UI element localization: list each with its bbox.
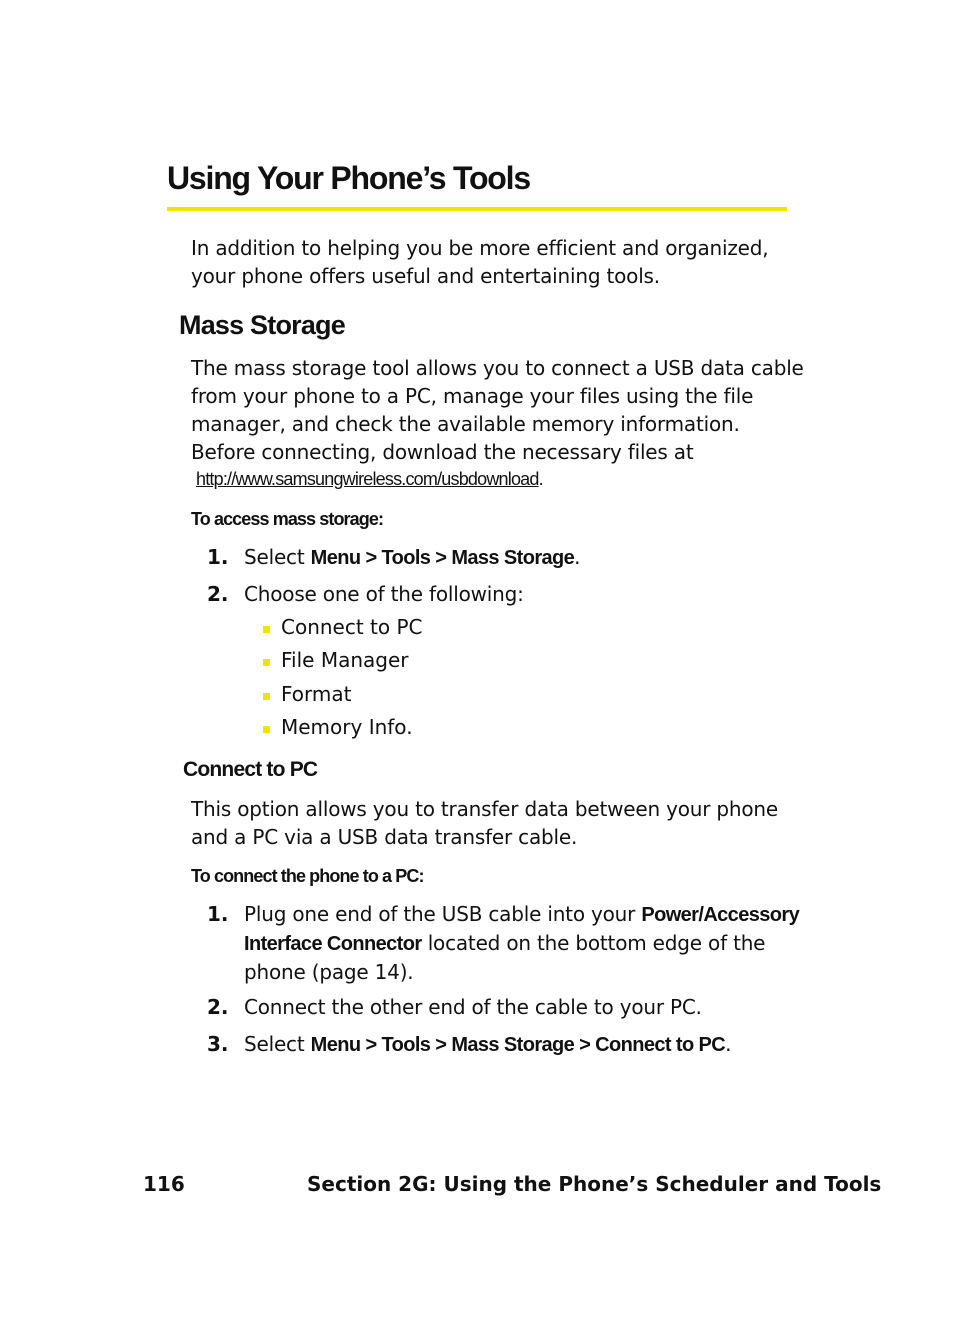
bullet-icon <box>263 626 270 633</box>
procedure-title-connect: To connect the phone to a PC: <box>191 866 424 886</box>
bullet-icon <box>263 693 270 700</box>
list-item: Memory Info. <box>281 715 413 739</box>
list-item: File Manager <box>281 648 409 672</box>
step-number: 1. <box>207 545 229 569</box>
step-choose-option: Choose one of the following: <box>244 582 524 606</box>
mass-storage-heading: Mass Storage <box>179 310 345 340</box>
connect-to-pc-paragraph: This option allows you to transfer data between your phone and a PC via a USB data transfer cable. <box>191 797 779 849</box>
step-number: 2. <box>207 995 229 1019</box>
connect-to-pc-heading: Connect to PC <box>183 758 318 781</box>
list-item: Connect to PC <box>281 615 423 639</box>
bullet-icon <box>263 659 270 666</box>
title-underline <box>167 207 787 211</box>
step-number: 3. <box>207 1032 229 1056</box>
procedure-title-access: To access mass storage: <box>191 509 384 529</box>
step-number: 1. <box>207 902 229 926</box>
download-link[interactable]: http://www.samsungwireless.com/usbdownload <box>196 469 539 489</box>
step-plug-cable: Plug one end of the USB cable into your Power/Accessory Interface Connector located on the bottom edge of the phone (page 14). <box>244 902 800 984</box>
mass-storage-paragraph: The mass storage tool allows you to connect a USB data cable from your phone to a PC, manage your files using the file manager, and check the available memory information. Before connecting, download the necessary files at <box>191 356 804 464</box>
list-item: Format <box>281 682 352 706</box>
step-connect-other-end: Connect the other end of the cable to your PC. <box>244 995 702 1019</box>
step-number: 2. <box>207 582 229 606</box>
step-select-mass-storage: Select Menu > Tools > Mass Storage. <box>244 545 581 569</box>
section-footer: Section 2G: Using the Phone’s Scheduler and Tools <box>307 1172 882 1196</box>
step-select-connect-to-pc: Select Menu > Tools > Mass Storage > Connect to PC. <box>244 1032 732 1056</box>
bullet-icon <box>263 726 270 733</box>
page-title: Using Your Phone’s Tools <box>167 160 530 196</box>
download-url-line: http://www.samsungwireless.com/usbdownload. <box>196 469 543 489</box>
intro-paragraph: In addition to helping you be more efficient and organized, your phone offers useful and entertaining tools. <box>191 236 769 288</box>
page-number: 116 <box>143 1172 185 1196</box>
